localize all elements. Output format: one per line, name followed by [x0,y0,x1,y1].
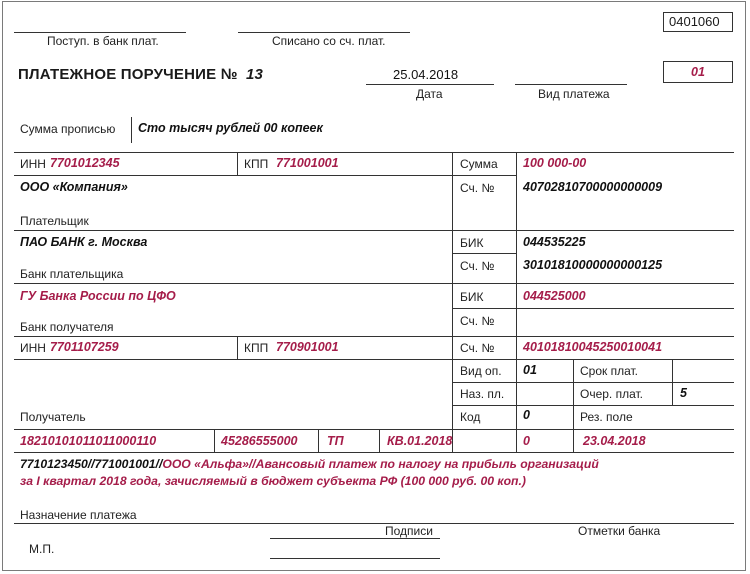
purpose-label: Назначение платежа [20,508,137,522]
purpose-line-2: за I квартал 2018 года, зачисляемый в бюджет субъекта РФ (100 000 руб. 00 коп.) [20,474,526,488]
signature-line-2 [270,558,440,559]
priority-label: Очер. плат. [580,387,644,401]
payee-kpp: 770901001 [276,340,339,354]
tax-kbk: 18210101011011000110 [20,434,157,448]
grid-line [516,152,517,452]
grid-line [318,429,319,452]
grid-line [14,359,734,360]
grid-line [237,152,238,175]
payee-kpp-label: КПП [244,341,269,355]
purpose-code-label: Наз. пл. [460,387,505,401]
form-code: 0401060 [669,14,720,29]
op-type: 01 [523,363,537,377]
payer-inn-label: ИНН [20,157,46,171]
payer-name: ООО «Компания» [20,180,128,194]
amount-words-value: Сто тысяч рублей 00 копеек [138,121,323,135]
order-date: 25.04.2018 [393,67,459,82]
priority: 5 [680,386,687,400]
grid-line [573,359,574,452]
grid-line [14,175,452,176]
grid-line [452,405,734,406]
payee-bank-bik: 044525000 [523,289,586,303]
payer-account: 40702810700000000009 [523,180,663,194]
payee-inn-label: ИНН [20,341,46,355]
payer-label: Плательщик [20,214,89,228]
grid-line [452,152,453,452]
payer-bank-bik: 044535225 [523,235,586,249]
order-number: 13 [246,66,264,83]
amount-words-divider [131,117,132,143]
grid-line [14,429,734,430]
tax-basis: ТП [327,434,344,448]
page-title: ПЛАТЕЖНОЕ ПОРУЧЕНИЕ № [18,66,238,83]
due-label: Срок плат. [580,364,639,378]
received-line [14,32,186,33]
payer-bank-label: Банк плательщика [20,267,124,281]
grid-line [237,336,238,359]
bank-marks-label: Отметки банка [578,524,661,538]
grid-line [452,308,734,309]
payer-kpp-label: КПП [244,157,269,171]
payer-inn: 7701012345 [50,156,120,170]
op-type-label: Вид оп. [460,364,502,378]
purpose-line-1-text: ООО «Альфа»//Авансовый платеж по налогу на прибыль организаций [162,457,599,471]
payer-bank-account-label: Сч. № [460,259,495,273]
grid-line [452,382,734,383]
signatures-label: Подписи [385,524,433,538]
payee-inn: 7701107259 [50,340,119,354]
tax-period: КВ.01.2018 [387,434,453,448]
tax-doc-date: 23.04.2018 [583,434,646,448]
payer-bank-name: ПАО БАНК г. Москва [20,235,148,249]
debited-label: Списано со сч. плат. [272,34,386,48]
amount-words-label: Сумма прописью [20,122,116,136]
payee-bank-bik-label: БИК [460,290,484,304]
payer-bank-account: 30101810000000000125 [523,258,663,272]
tax-doc-number: 0 [523,434,530,448]
payee-bank-account-label: Сч. № [460,314,495,328]
grid-line [214,429,215,452]
stamp-label: М.П. [29,542,55,556]
amount-value: 100 000-00 [523,156,587,170]
payee-account: 40101810045250010041 [523,340,663,354]
purpose-line-1-ids: 7710123450//771001001// [20,457,163,471]
grid-line [14,452,734,453]
payer-bank-bik-label: БИК [460,236,484,250]
amount-label: Сумма [460,157,498,171]
reserve-label: Рез. поле [580,410,633,424]
payee-bank-name: ГУ Банка России по ЦФО [20,289,176,303]
status-code: 01 [691,65,705,79]
tax-oktmo: 45286555000 [221,434,298,448]
payee-label: Получатель [20,410,86,424]
payment-type-label: Вид платежа [538,87,610,101]
grid-line [452,175,516,176]
grid-line [672,359,673,405]
purpose-line-1 [20,457,599,471]
grid-line [14,230,734,231]
payment-type-line [515,84,627,85]
grid-line [14,336,734,337]
payee-bank-label: Банк получателя [20,320,114,334]
received-label: Поступ. в банк плат. [47,34,159,48]
grid-line [452,253,516,254]
date-line [366,84,494,85]
grid-line [14,152,734,153]
payer-kpp: 771001001 [276,156,339,170]
payer-account-label: Сч. № [460,181,495,195]
code: 0 [523,408,530,422]
grid-line [14,283,734,284]
debited-line [238,32,410,33]
grid-line [379,429,380,452]
code-label: Код [460,410,481,424]
signature-line-1 [270,538,440,539]
payee-account-label: Сч. № [460,341,495,355]
date-label: Дата [416,87,443,101]
